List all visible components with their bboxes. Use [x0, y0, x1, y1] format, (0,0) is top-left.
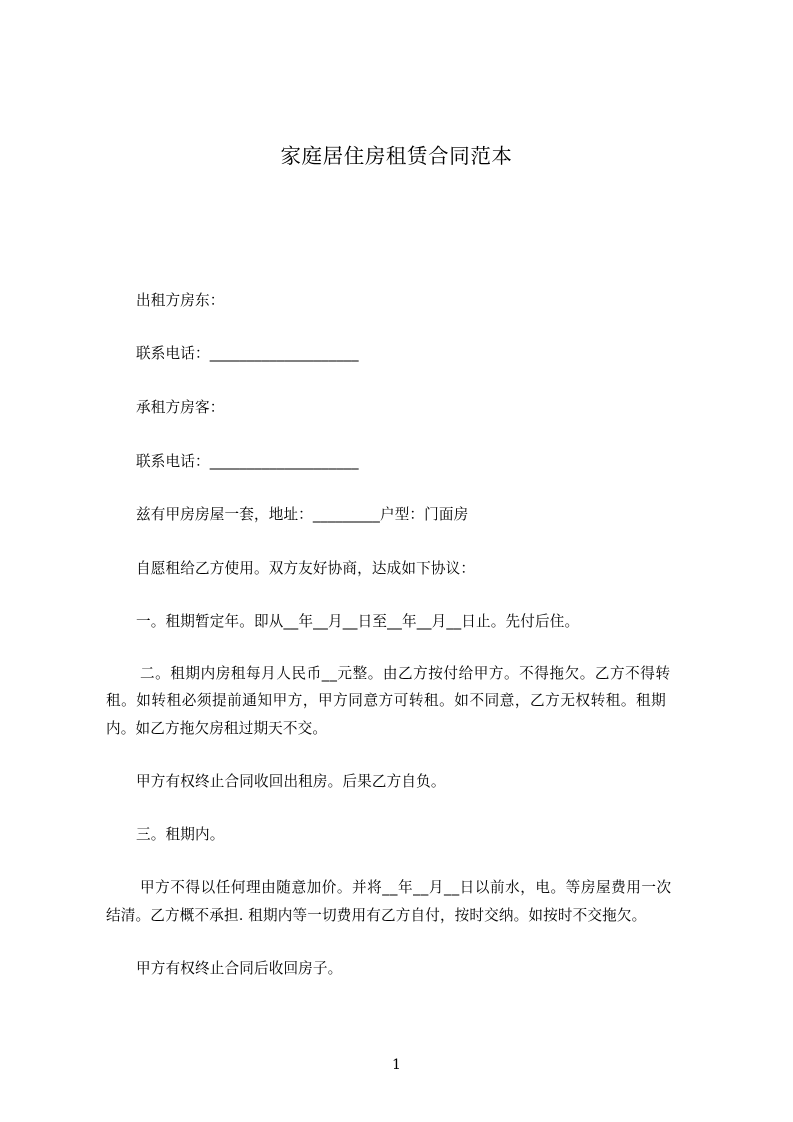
tenant-phone-line: 联系电话：____________________ — [136, 453, 359, 470]
final-termination-line: 甲方有权终止合同后收回房子。 — [136, 960, 343, 977]
clause-three-body-line-1: 甲方不得以任何理由随意加价。并将__年__月__日以前水，电。等房屋费用一次 — [140, 879, 672, 896]
page-number: 1 — [392, 1057, 401, 1073]
property-line: 兹有甲房房屋一套，地址：_________户型：门面房 — [136, 506, 469, 523]
clause-two-line-2: 租。如转租必须提前通知甲方，甲方同意方可转租。如不同意，乙方无权转租。租期 — [106, 692, 667, 709]
clause-three-body-line-2: 结清。乙方概不承担. 租期内等一切费用有乙方自付，按时交纳。如按时不交拖欠。 — [106, 907, 647, 924]
termination-line: 甲方有权终止合同收回出租房。后果乙方自负。 — [136, 773, 446, 790]
clause-two-line-1: 二。租期内房租每月人民币__元整。由乙方按付给甲方。不得拖欠。乙方不得转 — [140, 665, 671, 682]
clause-two-line-3: 内。如乙方拖欠房租过期天不交。 — [106, 720, 328, 737]
landlord-line: 出租方房东： — [136, 292, 225, 309]
agreement-intro-line: 自愿租给乙方使用。双方友好协商，达成如下协议： — [136, 560, 476, 577]
clause-three-line: 三。租期内。 — [136, 826, 225, 843]
clause-one-line: 一。租期暂定年。即从__年__月__日至__年__月__日止。先付后住。 — [136, 613, 580, 630]
landlord-phone-line: 联系电话：____________________ — [136, 345, 359, 362]
document-title: 家庭居住房租赁合同范本 — [280, 144, 513, 168]
tenant-line: 承租方房客： — [136, 399, 225, 416]
